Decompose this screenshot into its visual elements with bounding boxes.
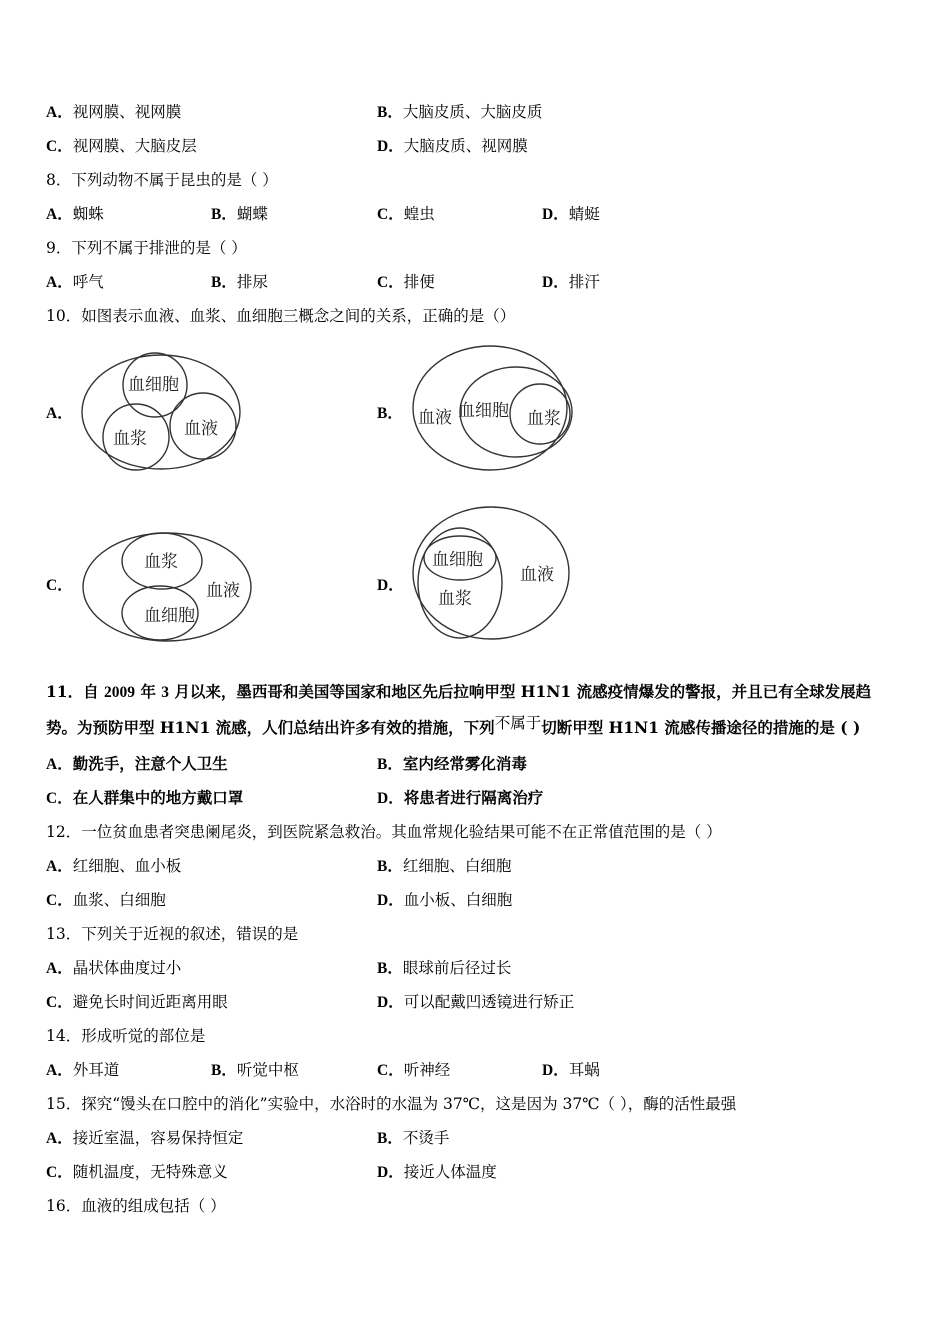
word-xuejiang: 血浆 <box>113 429 147 449</box>
word-xuejiang: 血浆 <box>527 409 561 429</box>
q7-option-b: B．大脑皮质、大脑皮质 <box>377 103 543 121</box>
word-xuejiang: 血浆 <box>438 589 472 609</box>
q8-stem: 8．下列动物不属于昆虫的是（ ） <box>46 171 278 189</box>
q13-option-c: C．避免长时间近距离用眼 <box>46 993 228 1011</box>
q9-stem: 9．下列不属于排泄的是（ ） <box>46 239 247 257</box>
word-xueye: 血液 <box>418 408 452 428</box>
q15-option-a: A．接近室温，容易保持恒定 <box>46 1129 244 1147</box>
outer-ellipse <box>82 355 240 469</box>
q9-option-c: C．排便 <box>377 273 435 291</box>
q8-option-b: B．蝴蝶 <box>211 205 268 223</box>
q15-option-b: B．不烫手 <box>377 1129 450 1147</box>
q12-option-d: D．血小板、白细胞 <box>377 891 513 909</box>
q15-option-d: D．接近人体温度 <box>377 1163 497 1181</box>
q10-diagram-c <box>80 527 256 643</box>
q10-stem: 10．如图表示血液、血浆、血细胞三概念之间的关系，正确的是（） <box>46 307 516 325</box>
q11-option-c: C．在人群集中的地方戴口罩 <box>46 788 244 807</box>
q12-stem: 12．一位贫血患者突患阑尾炎，到医院紧急救治。其血常规化验结果可能不在正常值范围的是（ ） <box>46 823 722 841</box>
q12-option-c: C．血浆、白细胞 <box>46 891 166 909</box>
word-xuexibao: 血细胞 <box>432 550 483 570</box>
word-xuexibao: 血细胞 <box>458 401 509 421</box>
q7-option-a: A．视网膜、视网膜 <box>46 103 182 121</box>
q11-stem-line2: 势。为预防甲型 H1N1 流感，人们总结出许多有效的措施，下列不属于切断甲型 H1N1 流感传播途径的措施的是 ( ) <box>46 714 861 737</box>
q15-option-c: C．随机温度，无特殊意义 <box>46 1163 228 1181</box>
q14-option-b: B．听觉中枢 <box>211 1061 299 1079</box>
q13-stem: 13．下列关于近视的叙述，错误的是 <box>46 925 299 943</box>
q8-option-a: A．蜘蛛 <box>46 205 104 223</box>
q13-option-a: A．晶状体曲度过小 <box>46 959 182 977</box>
q9-option-b: B．排尿 <box>211 273 268 291</box>
word-xueye: 血液 <box>520 565 554 585</box>
q13-option-d: D．可以配戴凹透镜进行矫正 <box>377 993 575 1011</box>
word-xuejiang: 血浆 <box>144 552 178 572</box>
q10-diagram-b-label: B． <box>377 405 403 422</box>
q10-diagram-c-label: C． <box>46 577 73 594</box>
q9-option-a: A．呼气 <box>46 273 104 291</box>
q8-option-d: D．蜻蜓 <box>542 205 600 223</box>
word-xuexibao: 血细胞 <box>144 606 195 626</box>
q14-option-c: C．听神经 <box>377 1061 451 1079</box>
q10-diagram-a <box>78 352 244 472</box>
q10-diagram-d <box>410 503 576 643</box>
q11-option-d: D．将患者进行隔离治疗 <box>377 788 544 807</box>
q12-option-a: A．红细胞、血小板 <box>46 857 182 875</box>
q8-option-c: C．蝗虫 <box>377 205 435 223</box>
q7-option-c: C．视网膜、大脑皮层 <box>46 137 197 155</box>
q15-stem: 15．探究“馒头在口腔中的消化”实验中，水浴时的水温为 37℃，这是因为 37℃（ ），酶的活性最强 <box>46 1095 737 1113</box>
q10-diagram-b <box>410 342 576 474</box>
q11-option-a: A．勤洗手，注意个人卫生 <box>46 754 228 773</box>
q13-option-b: B．眼球前后径过长 <box>377 959 512 977</box>
q11-option-b: B．室内经常雾化消毒 <box>377 754 527 773</box>
q14-option-d: D．耳蜗 <box>542 1061 600 1079</box>
q14-stem: 14．形成听觉的部位是 <box>46 1027 206 1045</box>
word-xueye: 血液 <box>184 419 218 439</box>
word-xueye: 血液 <box>206 581 240 601</box>
q16-stem: 16．血液的组成包括（ ） <box>46 1197 226 1215</box>
q12-option-b: B．红细胞、白细胞 <box>377 857 512 875</box>
q10-diagram-d-label: D． <box>377 577 404 594</box>
q14-option-a: A．外耳道 <box>46 1061 120 1079</box>
q11-stem-line1: 11．自 2009 年 3 月以来，墨西哥和美国等国家和地区先后拉响甲型 H1N1 流感疫情爆发的警报，并且已有全球发展趋 <box>46 682 872 701</box>
q7-option-d: D．大脑皮质、视网膜 <box>377 137 528 155</box>
word-xuexibao: 血细胞 <box>128 375 179 395</box>
q10-diagram-a-label: A． <box>46 405 73 422</box>
q9-option-d: D．排汗 <box>542 273 600 291</box>
